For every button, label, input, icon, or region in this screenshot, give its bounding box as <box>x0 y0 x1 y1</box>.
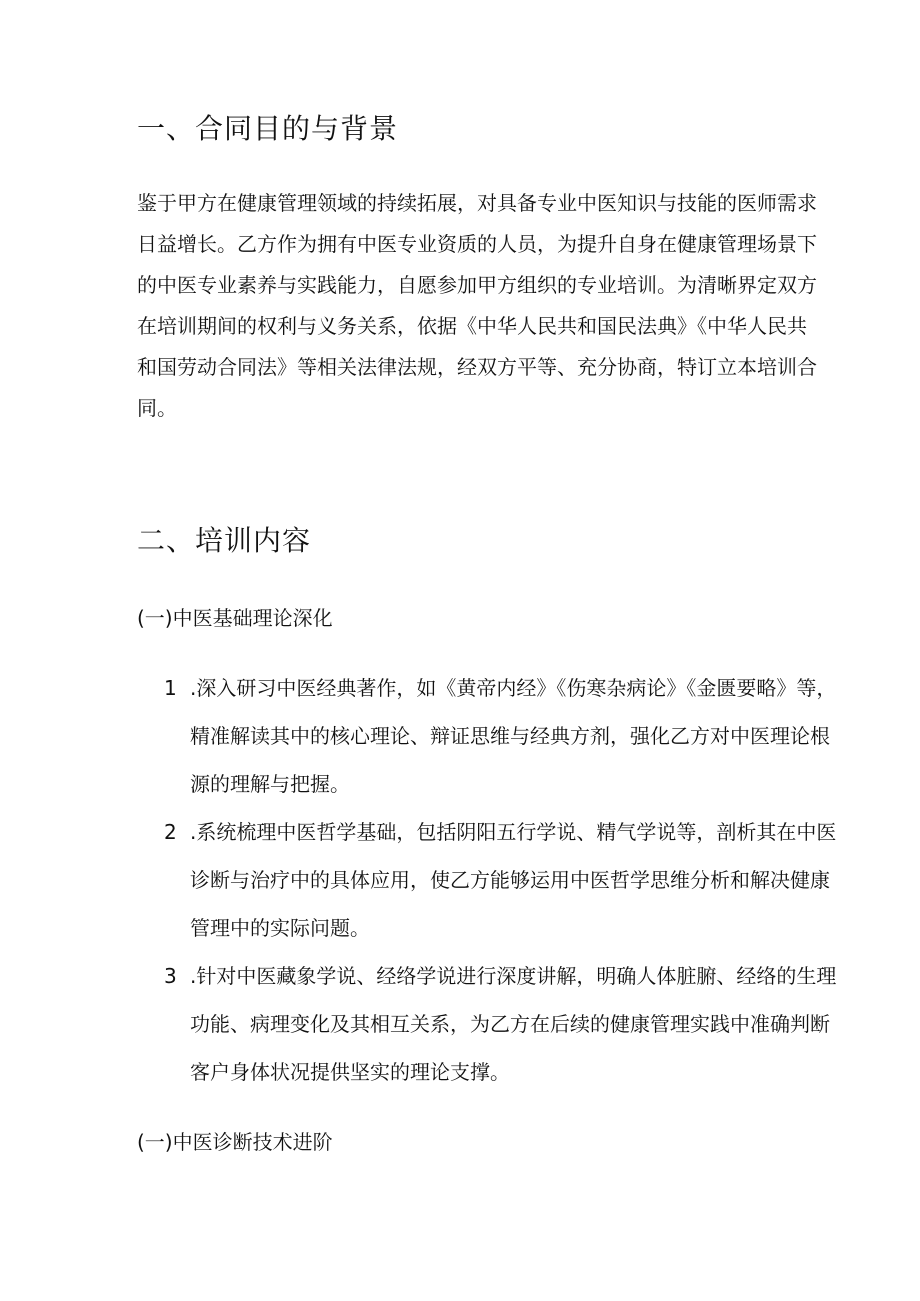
list-item-line: 客户身体状况提供坚实的理论支撑。 <box>190 1060 510 1084</box>
list-item-line: .针对中医藏象学说、经络学说进行深度讲解，明确人体脏腑、经络的生理 <box>190 964 837 988</box>
paragraph-line: 同。 <box>137 396 177 420</box>
list-item-text <box>190 664 836 808</box>
list-item-text <box>190 952 836 1096</box>
section-heading-training-content: 二、培训内容 <box>137 524 312 557</box>
list-item-text <box>190 808 836 952</box>
list-item-line: 精准解读其中的核心理论、辩证思维与经典方剂，强化乙方对中医理论根 <box>190 724 830 748</box>
list-item-number: 3 <box>164 964 177 988</box>
list-item-number: 1 <box>164 676 177 700</box>
paragraph-line: 鉴于甲方在健康管理领域的持续拓展，对具备专业中医知识与技能的医师需求 <box>137 191 817 215</box>
section-heading-purpose: 一、合同目的与背景 <box>137 112 399 145</box>
list-item-line: 功能、病理变化及其相互关系，为乙方在后续的健康管理实践中准确判断 <box>190 1012 830 1036</box>
list-item-line: 源的理解与把握。 <box>190 772 350 796</box>
subheading-tcm-theory: (一)中医基础理论深化 <box>137 606 333 630</box>
list-item-line: .系统梳理中医哲学基础，包括阴阳五行学说、精气学说等，剖析其在中医 <box>190 820 837 844</box>
paragraph-line: 日益增长。乙方作为拥有中医专业资质的人员，为提升自身在健康管理场景下 <box>137 232 817 256</box>
paragraph-line: 在培训期间的权利与义务关系，依据《中华人民共和国民法典》《中华人民共 <box>137 314 807 338</box>
list-item-line: 管理中的实际问题。 <box>190 916 370 940</box>
subheading-tcm-diagnosis: (一)中医诊断技术进阶 <box>137 1130 333 1154</box>
list-item-number: 2 <box>164 820 177 844</box>
paragraph-line: 和国劳动合同法》等相关法律法规，经双方平等、充分协商，特订立本培训合 <box>137 355 817 379</box>
list-item-line: 诊断与治疗中的具体应用，使乙方能够运用中医哲学思维分析和解决健康 <box>190 868 830 892</box>
paragraph-line: 的中医专业素养与实践能力，自愿参加甲方组织的专业培训。为清晰界定双方 <box>137 273 817 297</box>
purpose-paragraph <box>137 183 817 429</box>
list-item-line: .深入研习中医经典著作，如《黄帝内经》《伤寒杂病论》《金匮要略》等， <box>190 676 837 700</box>
